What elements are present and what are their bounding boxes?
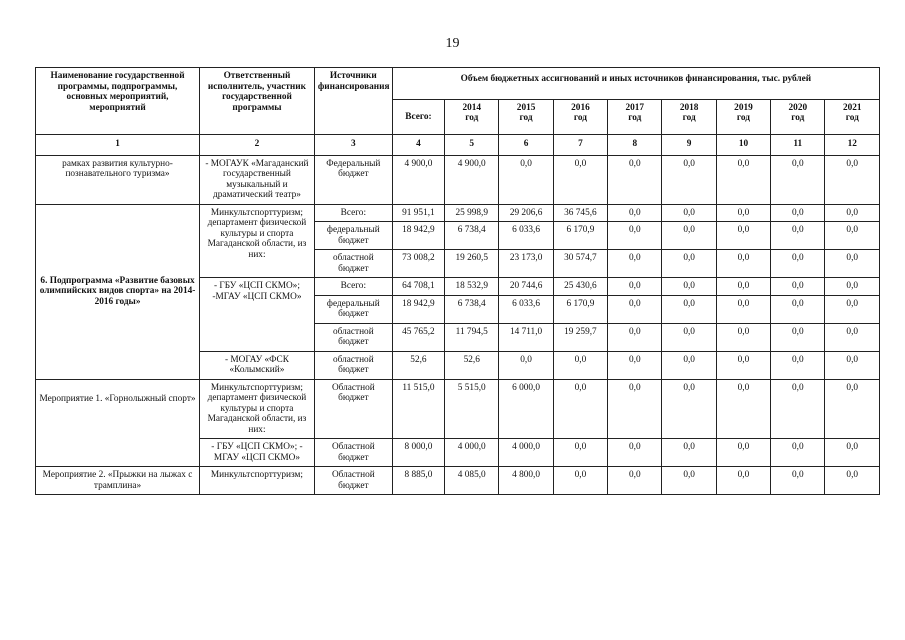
executor: Минкультспорттуризм; департамент физической культуры и спорта Магаданской области, из них: <box>200 204 315 278</box>
header-total: Всего: <box>392 99 444 134</box>
value-2019: 0,0 <box>716 222 770 250</box>
value-2017: 0,0 <box>608 439 662 467</box>
funding-source: Федеральный бюджет <box>314 155 392 204</box>
value-2014: 5 515,0 <box>445 379 499 439</box>
value-2015: 20 744,6 <box>499 278 553 296</box>
value-2018: 0,0 <box>662 222 716 250</box>
value-2015: 29 206,6 <box>499 204 553 222</box>
value-2021: 0,0 <box>825 323 880 351</box>
value-total: 8 885,0 <box>392 467 444 495</box>
funding-source: областной бюджет <box>314 323 392 351</box>
value-2014: 4 900,0 <box>445 155 499 204</box>
value-total: 64 708,1 <box>392 278 444 296</box>
value-2014: 18 532,9 <box>445 278 499 296</box>
funding-source: федеральный бюджет <box>314 295 392 323</box>
value-2019: 0,0 <box>716 323 770 351</box>
measure-name: Мероприятие 2. «Прыжки на лыжах с трамплина» <box>36 467 200 495</box>
value-2014: 52,6 <box>445 351 499 379</box>
value-total: 91 951,1 <box>392 204 444 222</box>
header-year-2016: 2016 год <box>553 99 607 134</box>
col-number: 3 <box>314 135 392 156</box>
value-2014: 11 794,5 <box>445 323 499 351</box>
funding-source: областной бюджет <box>314 250 392 278</box>
value-2016: 30 574,7 <box>553 250 607 278</box>
value-2019: 0,0 <box>716 155 770 204</box>
value-2017: 0,0 <box>608 278 662 296</box>
value-2019: 0,0 <box>716 467 770 495</box>
header-source: Источники финансирования <box>314 68 392 135</box>
col-number: 7 <box>553 135 607 156</box>
value-2016: 6 170,9 <box>553 222 607 250</box>
value-2016: 19 259,7 <box>553 323 607 351</box>
funding-source: федеральный бюджет <box>314 222 392 250</box>
value-2021: 0,0 <box>825 467 880 495</box>
value-2019: 0,0 <box>716 295 770 323</box>
value-2016: 0,0 <box>553 351 607 379</box>
funding-source: Областной бюджет <box>314 467 392 495</box>
value-2016: 36 745,6 <box>553 204 607 222</box>
value-2014: 6 738,4 <box>445 295 499 323</box>
program-name: рамках развития культурно-познавательного туризма» <box>36 155 200 204</box>
value-2020: 0,0 <box>771 278 825 296</box>
value-2015: 4 800,0 <box>499 467 553 495</box>
header-row-1 <box>36 68 880 100</box>
value-2017: 0,0 <box>608 351 662 379</box>
value-2015: 0,0 <box>499 351 553 379</box>
value-2015: 14 711,0 <box>499 323 553 351</box>
measure-name: Мероприятие 1. «Горнолыжный спорт» <box>36 379 200 467</box>
col-number: 10 <box>716 135 770 156</box>
value-2014: 4 085,0 <box>445 467 499 495</box>
executor: Минкультспорттуризм; <box>200 467 315 495</box>
value-2020: 0,0 <box>771 155 825 204</box>
value-2020: 0,0 <box>771 204 825 222</box>
value-2017: 0,0 <box>608 204 662 222</box>
value-2017: 0,0 <box>608 250 662 278</box>
value-2018: 0,0 <box>662 323 716 351</box>
column-number-row <box>36 135 880 156</box>
executor: - ГБУ «ЦСП СКМО»; - МГАУ «ЦСП СКМО» <box>200 439 315 467</box>
value-2020: 0,0 <box>771 323 825 351</box>
header-budget-group: Объем бюджетных ассигнований и иных источников финансирования, тыс. рублей <box>392 68 879 100</box>
value-2017: 0,0 <box>608 222 662 250</box>
value-2015: 6 033,6 <box>499 295 553 323</box>
value-total: 52,6 <box>392 351 444 379</box>
header-year-2014: 2014 год <box>445 99 499 134</box>
value-2016: 0,0 <box>553 439 607 467</box>
value-total: 4 900,0 <box>392 155 444 204</box>
value-total: 18 942,9 <box>392 295 444 323</box>
col-number: 9 <box>662 135 716 156</box>
value-2018: 0,0 <box>662 250 716 278</box>
value-2017: 0,0 <box>608 379 662 439</box>
value-2021: 0,0 <box>825 351 880 379</box>
value-2018: 0,0 <box>662 467 716 495</box>
table-row <box>36 467 880 495</box>
funding-source: Областной бюджет <box>314 439 392 467</box>
value-2019: 0,0 <box>716 439 770 467</box>
value-2021: 0,0 <box>825 295 880 323</box>
value-2015: 23 173,0 <box>499 250 553 278</box>
col-number: 1 <box>36 135 200 156</box>
value-2020: 0,0 <box>771 379 825 439</box>
col-number: 5 <box>445 135 499 156</box>
col-number: 2 <box>200 135 315 156</box>
subprogram-name: 6. Подпрограмма «Развитие базовых олимпийских видов спорта» на 2014-2016 годы» <box>36 204 200 379</box>
value-2017: 0,0 <box>608 467 662 495</box>
value-2020: 0,0 <box>771 222 825 250</box>
header-executor: Ответственный исполнитель, участник государственной программы <box>200 68 315 135</box>
header-year-2019: 2019 год <box>716 99 770 134</box>
value-2019: 0,0 <box>716 250 770 278</box>
value-2021: 0,0 <box>825 155 880 204</box>
executor: - МОГАУ «ФСК «Колымский» <box>200 351 315 379</box>
value-2018: 0,0 <box>662 379 716 439</box>
value-2017: 0,0 <box>608 295 662 323</box>
col-number: 11 <box>771 135 825 156</box>
budget-table <box>35 67 880 495</box>
col-number: 4 <box>392 135 444 156</box>
value-2020: 0,0 <box>771 295 825 323</box>
header-year-2021: 2021 год <box>825 99 880 134</box>
value-2019: 0,0 <box>716 379 770 439</box>
value-2021: 0,0 <box>825 222 880 250</box>
page-number: 19 <box>445 36 460 51</box>
value-2016: 0,0 <box>553 155 607 204</box>
col-number: 6 <box>499 135 553 156</box>
header-program: Наименование государственной программы, подпрограммы, основных мероприятий, мероприятий <box>36 68 200 135</box>
value-2018: 0,0 <box>662 439 716 467</box>
value-2021: 0,0 <box>825 439 880 467</box>
value-2015: 6 000,0 <box>499 379 553 439</box>
value-2019: 0,0 <box>716 204 770 222</box>
value-2021: 0,0 <box>825 204 880 222</box>
funding-source: Областной бюджет <box>314 379 392 439</box>
value-2018: 0,0 <box>662 204 716 222</box>
executor: - МОГАУК «Магаданский государственный музыкальный и драматический театр» <box>200 155 315 204</box>
funding-source: Всего: <box>314 278 392 296</box>
value-2016: 0,0 <box>553 379 607 439</box>
value-2016: 25 430,6 <box>553 278 607 296</box>
value-total: 18 942,9 <box>392 222 444 250</box>
value-2016: 0,0 <box>553 467 607 495</box>
value-total: 45 765,2 <box>392 323 444 351</box>
value-2015: 4 000,0 <box>499 439 553 467</box>
value-2018: 0,0 <box>662 278 716 296</box>
table-row <box>36 204 880 222</box>
value-2015: 0,0 <box>499 155 553 204</box>
value-2017: 0,0 <box>608 155 662 204</box>
value-2014: 6 738,4 <box>445 222 499 250</box>
value-total: 73 008,2 <box>392 250 444 278</box>
funding-source: Всего: <box>314 204 392 222</box>
value-2021: 0,0 <box>825 250 880 278</box>
header-year-2018: 2018 год <box>662 99 716 134</box>
value-2017: 0,0 <box>608 323 662 351</box>
value-total: 8 000,0 <box>392 439 444 467</box>
value-2014: 4 000,0 <box>445 439 499 467</box>
value-2021: 0,0 <box>825 379 880 439</box>
header-year-2017: 2017 год <box>608 99 662 134</box>
table-row <box>36 379 880 439</box>
header-year-2015: 2015 год <box>499 99 553 134</box>
value-2019: 0,0 <box>716 278 770 296</box>
value-2018: 0,0 <box>662 155 716 204</box>
value-2016: 6 170,9 <box>553 295 607 323</box>
value-2018: 0,0 <box>662 295 716 323</box>
value-2018: 0,0 <box>662 351 716 379</box>
col-number: 8 <box>608 135 662 156</box>
value-2021: 0,0 <box>825 278 880 296</box>
executor: Минкультспорттуризм; департамент физической культуры и спорта Магаданской области, из них: <box>200 379 315 439</box>
value-2019: 0,0 <box>716 351 770 379</box>
value-2014: 19 260,5 <box>445 250 499 278</box>
header-year-2020: 2020 год <box>771 99 825 134</box>
value-2020: 0,0 <box>771 439 825 467</box>
table-row <box>36 155 880 204</box>
funding-source: областной бюджет <box>314 351 392 379</box>
value-total: 11 515,0 <box>392 379 444 439</box>
value-2020: 0,0 <box>771 351 825 379</box>
executor: - ГБУ «ЦСП СКМО»; -МГАУ «ЦСП СКМО» <box>200 278 315 352</box>
col-number: 12 <box>825 135 880 156</box>
value-2014: 25 998,9 <box>445 204 499 222</box>
value-2015: 6 033,6 <box>499 222 553 250</box>
value-2020: 0,0 <box>771 467 825 495</box>
value-2020: 0,0 <box>771 250 825 278</box>
